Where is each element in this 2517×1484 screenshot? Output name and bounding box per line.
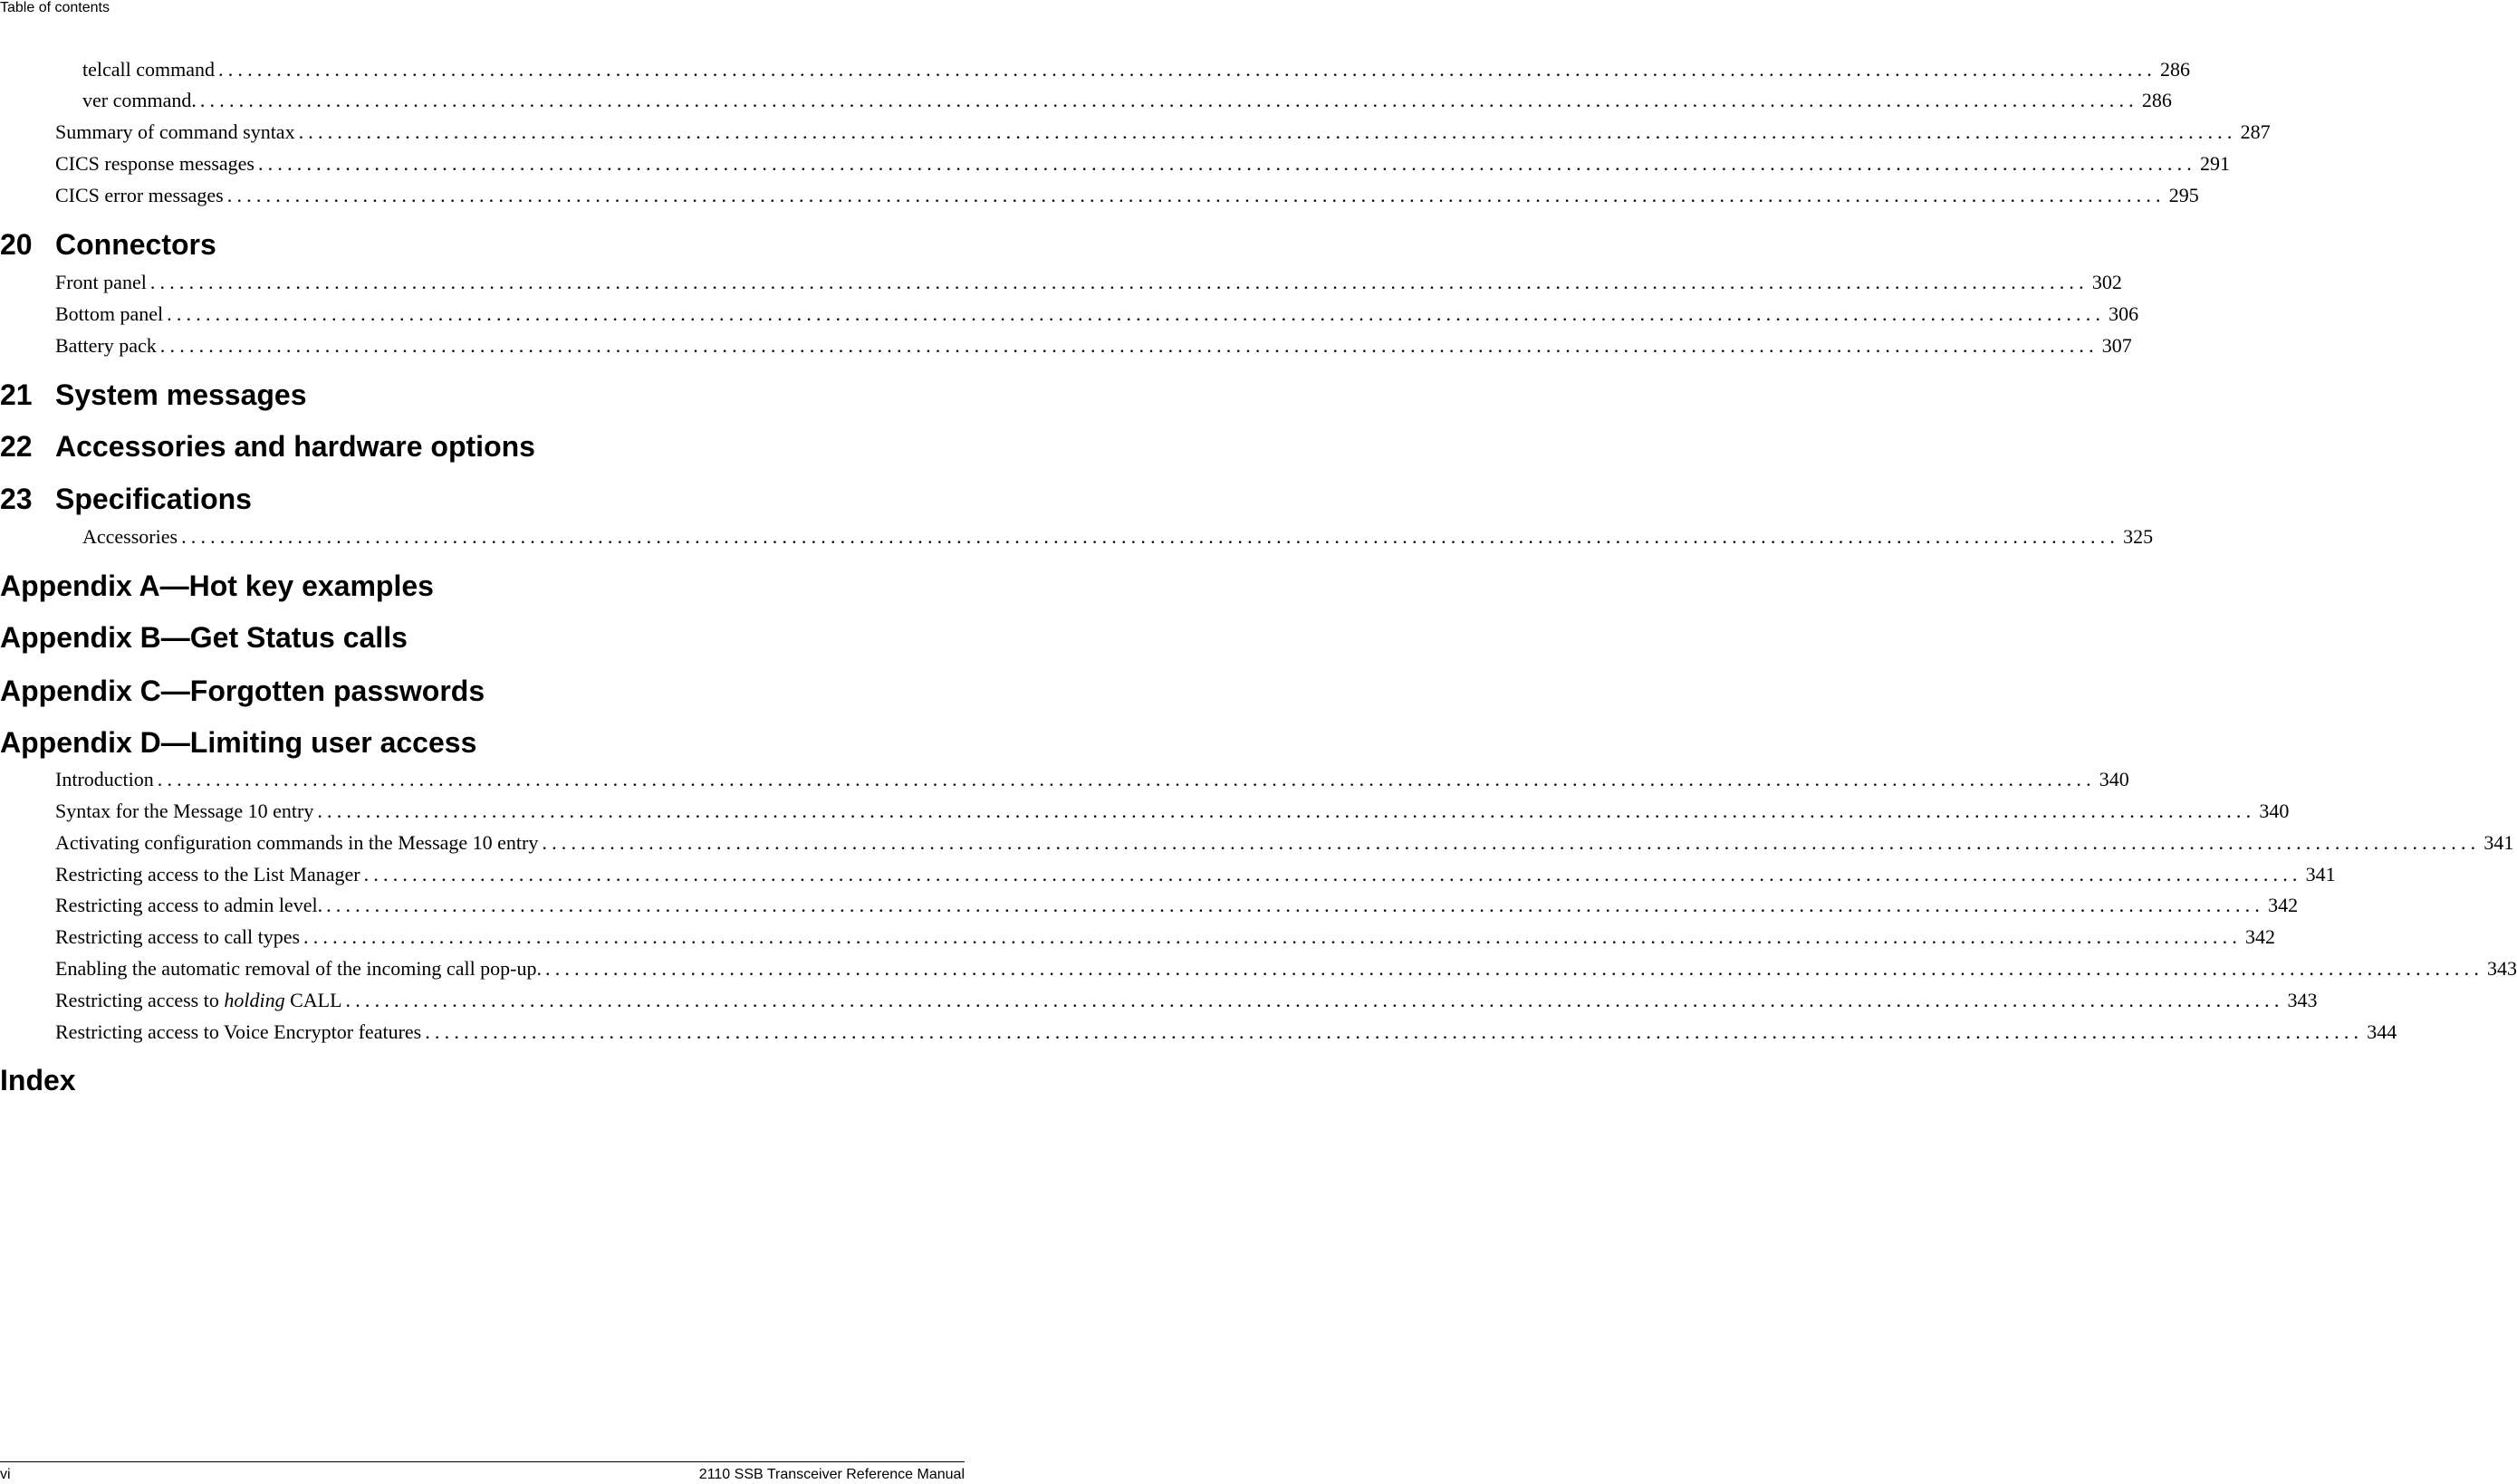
toc-entry-title-emphasis: holding <box>224 989 285 1011</box>
dot-leader: ........................................................................................................................................................................................................ <box>317 799 2256 822</box>
toc-entry-title: Summary of command syntax <box>55 120 295 143</box>
toc-chapter-heading[interactable] <box>0 378 307 412</box>
toc-entry[interactable] <box>0 152 2230 176</box>
toc-entry-title: Enabling the automatic removal of the incoming call pop-up. <box>55 957 543 980</box>
toc-entry-page: 340 <box>2259 799 2290 822</box>
toc-entry-title: Battery pack <box>55 334 157 357</box>
toc-entry-title: CICS error messages <box>55 184 224 206</box>
chapter-title: Appendix B—Get Status calls <box>0 621 408 654</box>
toc-entry-title <box>55 989 342 1012</box>
chapter-title: Index <box>0 1064 76 1096</box>
chapter-number: 20 <box>0 228 33 261</box>
toc-entry-page: 341 <box>2483 831 2514 854</box>
toc-entry-page: 295 <box>2168 184 2199 206</box>
toc-entry-page: 286 <box>2160 58 2190 81</box>
toc-entry[interactable] <box>0 271 2122 294</box>
toc-entry[interactable] <box>0 768 2129 791</box>
toc-entry-page: 286 <box>2141 89 2172 111</box>
dot-leader: ........................................................................................................................................................................................................ <box>218 58 2157 81</box>
toc-entry-page: 343 <box>2287 989 2318 1011</box>
toc-chapter-heading[interactable] <box>0 482 252 516</box>
dot-leader: ........................................................................................................................................................................................................ <box>345 989 2284 1011</box>
dot-leader: ........................................................................................................................................................................................................ <box>159 334 2099 357</box>
chapter-title: Appendix C—Forgotten passwords <box>0 675 485 707</box>
dot-leader: ........................................................................................................................................................................................................ <box>363 863 2302 886</box>
toc-entry-page: 343 <box>2487 957 2517 980</box>
chapter-title: Appendix D—Limiting user access <box>0 726 477 759</box>
toc-entry[interactable] <box>0 863 2336 886</box>
dot-leader: ........................................................................................................................................................................................................ <box>298 120 2237 143</box>
dot-leader: ........................................................................................................................................................................................................ <box>157 768 2096 790</box>
toc-entry-page: 307 <box>2101 334 2132 357</box>
toc-entry-title: Restricting access to the List Manager <box>55 863 360 886</box>
toc-entry[interactable] <box>0 89 2172 112</box>
dot-leader: ........................................................................................................................................................................................................ <box>545 957 2484 980</box>
toc-entry-title-part: Restricting access to <box>55 989 225 1011</box>
toc-entry-page: 302 <box>2091 271 2122 293</box>
toc-entry-title: Accessories <box>82 525 178 548</box>
dot-leader: ........................................................................................................................................................................................................ <box>542 831 2481 854</box>
toc-entry[interactable] <box>0 831 2514 855</box>
toc-entry-title: CICS response messages <box>55 152 255 175</box>
toc-entry-page: 291 <box>2199 152 2230 175</box>
toc-entry[interactable] <box>0 894 2299 917</box>
toc-entry[interactable] <box>0 302 2139 326</box>
footer-document-title: 2110 SSB Transceiver Reference Manual <box>698 1467 965 1482</box>
toc-entry[interactable] <box>0 334 2132 358</box>
chapter-title: Appendix A—Hot key examples <box>0 570 434 602</box>
toc-entry[interactable] <box>0 184 2199 207</box>
toc-entry[interactable] <box>0 1020 2397 1044</box>
dot-leader: ........................................................................................................................................................................................................ <box>303 925 2243 948</box>
toc-chapter-heading[interactable] <box>0 429 535 464</box>
chapter-number: 21 <box>0 378 33 411</box>
chapter-title: Specifications <box>55 483 252 515</box>
toc-entry-title: telcall command <box>82 58 215 81</box>
toc-entry-page: 342 <box>2268 894 2299 916</box>
toc-chapter-heading[interactable] <box>0 620 408 655</box>
toc-entry-page: 340 <box>2099 768 2129 790</box>
toc-entry[interactable] <box>0 989 2318 1012</box>
toc-entry-title: Syntax for the Message 10 entry <box>55 799 314 822</box>
toc-entry-page: 306 <box>2109 302 2139 325</box>
toc-entry-page: 341 <box>2305 863 2336 886</box>
toc-entry-page: 325 <box>2123 525 2154 548</box>
chapter-title: Connectors <box>55 228 216 261</box>
toc-chapter-heading[interactable] <box>0 227 216 262</box>
toc-entry[interactable] <box>0 58 2190 81</box>
toc-entry-title: Introduction <box>55 768 154 790</box>
toc-entry[interactable] <box>0 957 2517 981</box>
chapter-number: 23 <box>0 483 33 515</box>
toc-chapter-heading[interactable] <box>0 569 434 603</box>
toc-chapter-heading[interactable] <box>0 674 485 708</box>
toc-entry-title: Restricting access to Voice Encryptor features <box>55 1020 422 1043</box>
toc-chapter-heading[interactable] <box>0 725 476 760</box>
toc-entry-title: Activating configuration commands in the Message 10 entry <box>55 831 539 854</box>
toc-entry[interactable] <box>0 525 2154 549</box>
dot-leader: ........................................................................................................................................................................................................ <box>326 894 2265 916</box>
chapter-title: System messages <box>55 378 307 411</box>
toc-entry-title: Bottom panel <box>55 302 164 325</box>
dot-leader: ........................................................................................................................................................................................................ <box>257 152 2196 175</box>
toc-entry-title: Restricting access to admin level. <box>55 894 323 916</box>
dot-leader: ........................................................................................................................................................................................................ <box>425 1020 2364 1043</box>
dot-leader: ........................................................................................................................................................................................................ <box>167 302 2106 325</box>
footer-divider <box>0 1461 965 1462</box>
toc-entry[interactable] <box>0 799 2290 823</box>
toc-entry-page: 342 <box>2245 925 2276 948</box>
dot-leader: ........................................................................................................................................................................................................ <box>199 89 2138 111</box>
toc-entry-title: Restricting access to call types <box>55 925 301 948</box>
dot-leader: ........................................................................................................................................................................................................ <box>226 184 2166 206</box>
toc-entry-title: ver command. <box>82 89 197 111</box>
chapter-number: 22 <box>0 430 33 463</box>
footer-page-number: vi <box>0 1467 11 1482</box>
toc-entry[interactable] <box>0 120 2271 144</box>
toc-entry-title-part: CALL <box>284 989 342 1011</box>
dot-leader: ........................................................................................................................................................................................................ <box>181 525 2120 548</box>
toc-entry[interactable] <box>0 925 2276 949</box>
running-header: Table of contents <box>0 0 110 15</box>
chapter-title: Accessories and hardware options <box>55 430 535 463</box>
toc-chapter-heading[interactable] <box>0 1063 76 1097</box>
toc-entry-page: 287 <box>2240 120 2271 143</box>
dot-leader: ........................................................................................................................................................................................................ <box>149 271 2089 293</box>
toc-entry-title: Front panel <box>55 271 147 293</box>
toc-entry-page: 344 <box>2367 1020 2397 1043</box>
